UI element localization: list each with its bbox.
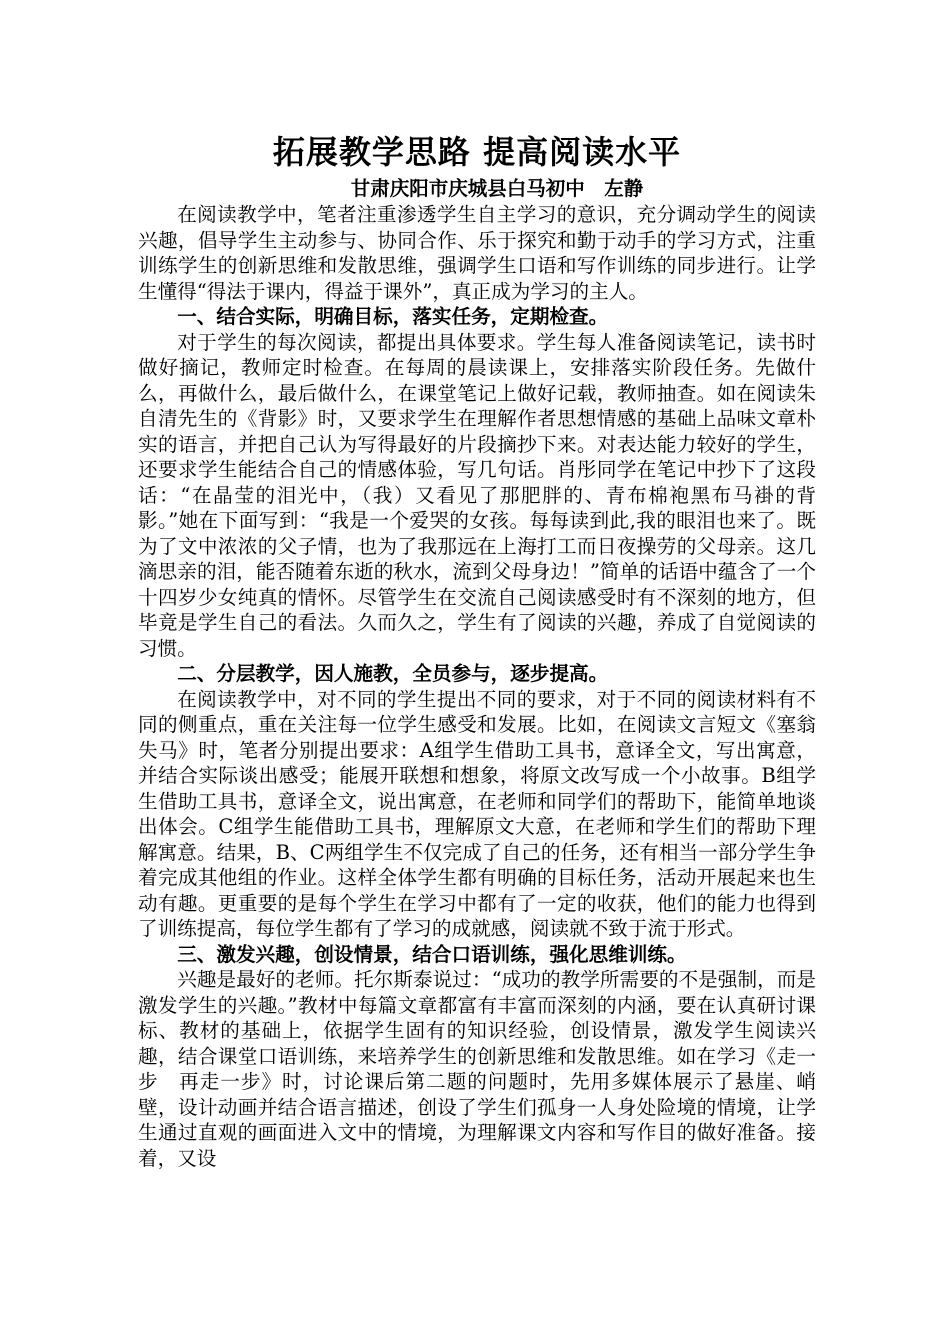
section-heading-1: 一、结合实际，明确目标，落实任务，定期检查。 bbox=[177, 305, 609, 328]
section-paragraph-2: 在阅读教学中，对不同的学生提出不同的要求，对于不同的阅读材料有不同的侧重点，重在关注每一位学生感受和发展。比如，在阅读文言短文《塞翁失马》时，笔者分别提出要求：A组学生借助工具书，意译全文，写出寓意，并结合实际谈出感受；能展开联想和想象，将原文改写成一个小故事。B组学生借助工具书，意译全文，说出寓意，在老师和同学们的帮助下，能简单地谈出体会。C组学生能借助工具书，理解原文大意，在老师和学生们的帮助下理解寓意。结果，B、C两组学生不仅完成了自己的任务，还有相当一部分学生争着完成其他组的作业。这样全体学生都有明确的目标任务，活动开展起来也生动有趣。更重要的是每个学生在学习中都有了一定的收获，他们的能力也得到了训练提高，每位学生都有了学习的成就感，阅读就不致于流于形式。 bbox=[138, 687, 816, 940]
article-body bbox=[138, 202, 816, 1171]
section-paragraph-1: 对于学生的每次阅读，都提出具体要求。学生每人准备阅读笔记，读书时做好摘记，教师定时检查。在每周的晨读课上，安排落实阶段任务。先做什么，再做什么，最后做什么，在课堂笔记上做好记载，教师抽查。如在阅读朱自清先生的《背影》时，又要求学生在理解作者思想情感的基础上品味文章朴实的语言，并把自己认为写得最好的片段摘抄下来。对表达能力较好的学生，还要求学生能结合自己的情感体验，写几句话。肖彤同学在笔记中抄下了这段话：“在晶莹的泪光中，（我）又看见了那肥胖的、青布棉袍黑布马褂的背影。”她在下面写到：“我是一个爱哭的女孩。每每读到此,我的眼泪也来了。既为了文中浓浓的父子情，也为了我那远在上海打工而日夜操劳的父母亲。这几滴思亲的泪，能否随着东逝的秋水，流到父母身边！”简单的话语中蕴含了一个十四岁少女纯真的情怀。尽管学生在交流自己阅读感受时有不深刻的地方，但毕竟是学生自己的看法。久而久之，学生有了阅读的兴趣，养成了自觉阅读的习惯。 bbox=[138, 330, 816, 660]
intro-paragraph: 在阅读教学中，笔者注重渗透学生自主学习的意识，充分调动学生的阅读兴趣，倡导学生主动参与、协同合作、乐于探究和勤于动手的学习方式，注重训练学生的创新思维和发散思维，强调学生口语和写作训练的同步进行。让学生懂得“得法于课内，得益于课外”，真正成为学习的主人。 bbox=[138, 203, 816, 303]
author-line: 甘肃庆阳市庆城县白马初中 左静 bbox=[350, 177, 644, 200]
document-page bbox=[138, 130, 816, 1171]
section-heading-3: 三、激发兴趣，创设情景，结合口语训练，强化思维训练。 bbox=[177, 942, 687, 966]
page-title: 拓展教学思路 提高阅读水平 bbox=[272, 133, 682, 171]
section-paragraph-3: 兴趣是最好的老师。托尔斯泰说过：“成功的教学所需要的不是强制，而是激发学生的兴趣。”教材中每篇文章都富有丰富而深刻的内涵，要在认真研讨课标、教材的基础上，依据学生固有的知识经验，创设情景，激发学生阅读兴趣，结合课堂口语训练，来培养学生的创新思维和发散思维。如在学习《走一步 再走一步》时，讨论课后第二题的问题时，先用多媒体展示了悬崖、峭壁，设计动画并结合语言描述，创设了学生们孤身一人身处险境的情境，让学生通过直观的画面进入文中的情境，为理解课文内容和写作目的做好准备。接着，又设 bbox=[138, 968, 816, 1170]
section-heading-2: 二、分层教学，因人施教，全员参与，逐步提高。 bbox=[177, 662, 609, 685]
